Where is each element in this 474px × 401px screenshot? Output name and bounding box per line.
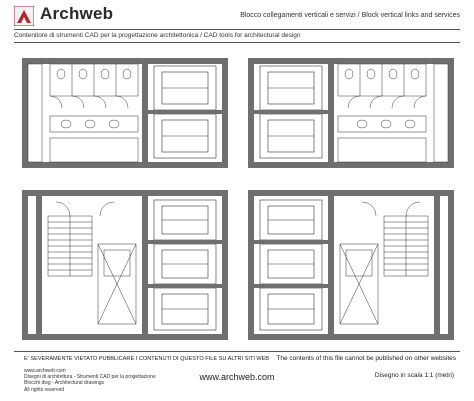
footer-divider: [14, 351, 460, 352]
footer-info-line: Blocchi dwg - Architectural drawings: [24, 380, 105, 387]
footer-info-line[interactable]: www.archweb.com: [24, 368, 66, 374]
subtitle-divider: [14, 42, 460, 43]
plan-left: [22, 58, 228, 340]
copyright-warning-it: E' SEVERAMENTE VIETATO PUBBLICARE I CONTENUTI DI QUESTO FILE SU ALTRI SITI WEB: [24, 356, 270, 362]
drawing-title: Blocco collegamenti verticali e servizi / Block vertical links and services: [240, 12, 460, 19]
cad-floor-plan: [0, 48, 474, 348]
footer-url-link[interactable]: www.archweb.com: [199, 372, 275, 382]
drawing-scale: Disegno in scala 1:1 (metri): [374, 372, 454, 379]
brand-name[interactable]: Archweb: [40, 4, 114, 23]
drawing-subtitle: Contenitore di strumenti CAD per la progettazione architettonica / CAD tools for architectural design: [14, 32, 301, 39]
footer-info-line: Disegni di architettura - Strumenti CAD per la progettazione: [24, 374, 156, 381]
plan-right: [248, 58, 454, 340]
header-divider: [14, 29, 460, 30]
copyright-warning-en: The contents of this file cannot be published on other websites: [276, 355, 456, 362]
footer-info-line: All rights reserved: [24, 386, 65, 393]
archweb-logo-icon: [14, 6, 34, 26]
